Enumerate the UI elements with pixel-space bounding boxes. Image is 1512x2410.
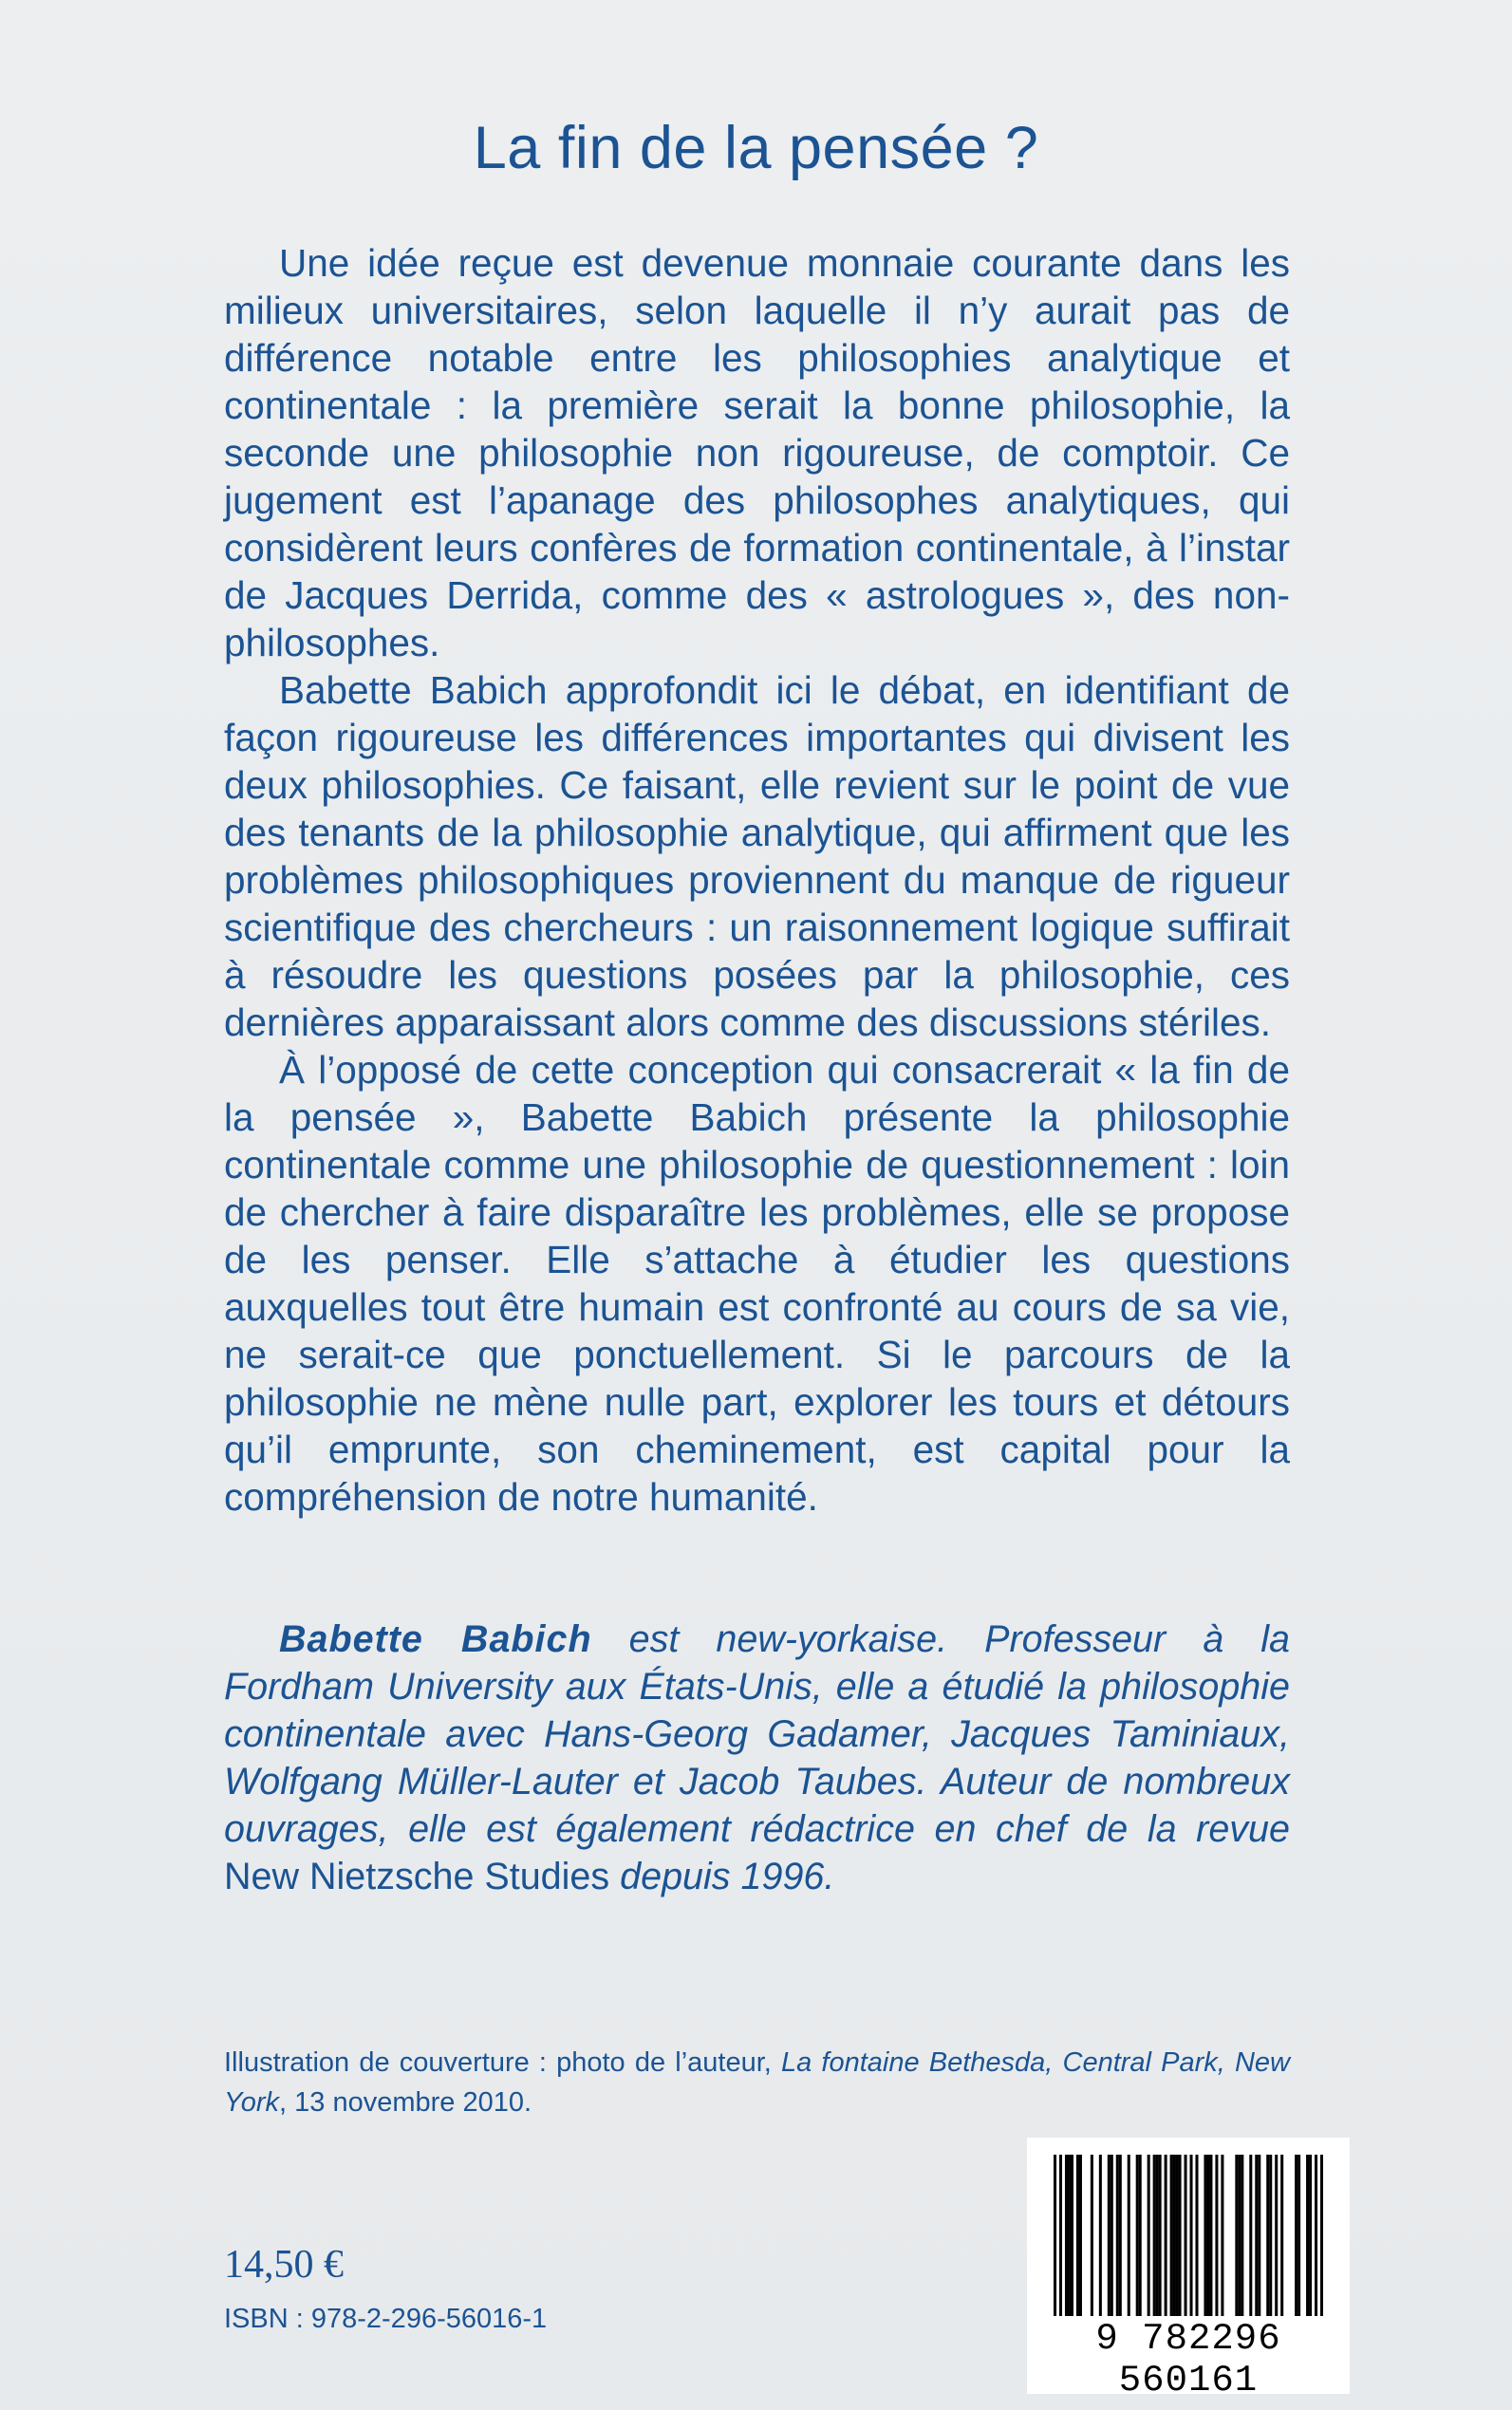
barcode-bar <box>1315 2155 1317 2316</box>
isbn: ISBN : 978-2-296-56016-1 <box>224 2304 548 2334</box>
barcode-bar <box>1185 2155 1187 2316</box>
barcode-bar <box>1209 2155 1212 2316</box>
author-bio <box>224 1616 1290 1900</box>
barcode-bar <box>1076 2155 1079 2316</box>
cover-credit <box>224 2043 1290 2122</box>
barcode-bar <box>1139 2155 1142 2316</box>
barcode-bar <box>1195 2155 1198 2316</box>
bio-text: est new-yorkaise. Professeur à la Fordham University aux États-Unis, elle a étudié la philosophie continentale avec Hans-Georg Gadamer, Jacques Taminiaux, Wolfgang Müller-Lauter et Jacob Taubes. Auteur de nombreux ouvrages, elle est également rédactrice en chef de la revue <box>224 1618 1290 1850</box>
barcode-bar <box>1204 2155 1206 2316</box>
barcode-bar <box>1280 2155 1283 2316</box>
barcode <box>1027 2138 1350 2401</box>
barcode-bar <box>1215 2155 1218 2316</box>
barcode-bar <box>1173 2155 1176 2316</box>
book-title: La fin de la pensée ? <box>473 115 1039 181</box>
barcode-bars <box>1054 2155 1323 2316</box>
barcode-bar <box>1099 2155 1102 2316</box>
barcode-bar <box>1071 2155 1073 2316</box>
credit-suffix: , 13 novembre 2010. <box>279 2087 532 2118</box>
barcode-bar <box>1136 2155 1139 2316</box>
barcode-bar <box>1065 2155 1068 2316</box>
price: 14,50 € <box>224 2243 344 2287</box>
barcode-bar <box>1116 2155 1119 2316</box>
barcode-bar <box>1148 2155 1150 2316</box>
barcode-bar <box>1206 2155 1209 2316</box>
barcode-bar <box>1309 2155 1312 2316</box>
barcode-bar <box>1295 2155 1297 2316</box>
barcode-bar <box>1068 2155 1071 2316</box>
barcode-bar <box>1159 2155 1162 2316</box>
barcode-bar <box>1275 2155 1278 2316</box>
barcode-bar <box>1235 2155 1238 2316</box>
barcode-bar <box>1238 2155 1241 2316</box>
barcode-bar <box>1255 2155 1258 2316</box>
summary-text <box>224 239 1290 1521</box>
barcode-bar <box>1111 2155 1113 2316</box>
barcode-bar <box>1054 2155 1056 2316</box>
barcode-number: 9 782296 560161 <box>1095 2318 1281 2401</box>
credit-work: La fontaine Bethesda, Central Park, New York <box>224 2047 1290 2118</box>
summary-paragraph: Une idée reçue est devenue monnaie courante dans les milieux universitaires, selon laquelle il n’y aurait pas de différence notable entre les philosophies analytique et continentale : la première serait la bonne philosophie, la seconde une philosophie non rigoureuse, de comptoir. Ce jugement est l’apanage des philosophes analytiques, qui considèrent leurs confères de formation continentale, à l’instar de Jacques Derrida, comme des « astrologues », des non-philosophes. <box>224 241 1290 664</box>
barcode-bar <box>1249 2155 1252 2316</box>
barcode-bar <box>1079 2155 1082 2316</box>
barcode-bar <box>1108 2155 1111 2316</box>
barcode-bar <box>1170 2155 1173 2316</box>
barcode-bar <box>1266 2155 1269 2316</box>
author-name: Babette Babich <box>279 1618 592 1660</box>
journal-name: New Nietzsche Studies <box>224 1856 610 1897</box>
barcode-bar <box>1156 2155 1159 2316</box>
bio-text-end: depuis 1996. <box>609 1856 835 1897</box>
summary-paragraph: Babette Babich approfondit ici le débat, en identifiant de façon rigoureuse les différences importantes qui divisent les deux philosophies. Ce faisant, elle revient sur le point de vue des tenants de la philosophie analytique, qui affirment que les problèmes philosophiques proviennent du manque de rigueur scientifique des chercheurs : un raisonnement logique suffirait à résoudre les questions posées par la philosophie, ces dernières apparaissant alors comme des discussions stériles. <box>224 668 1290 1044</box>
barcode-bar <box>1221 2155 1223 2316</box>
barcode-bar <box>1269 2155 1272 2316</box>
barcode-bar <box>1119 2155 1122 2316</box>
barcode-bar <box>1128 2155 1130 2316</box>
summary-paragraph: À l’opposé de cette conception qui consacrerait « la fin de la pensée », Babette Babich présente la philosophie continentale comme une philosophie de questionnement : loin de chercher à faire disparaître les problèmes, elle se propose de les penser. Elle s’attache à étudier les questions auxquelles tout être humain est confronté au cours de sa vie, ne serait-ce que ponctuellement. Si le parcours de la philosophie ne mène nulle part, explorer les tours et détours qu’il emprunte, son cheminement, est capital pour la compréhension de notre humanité. <box>224 1048 1290 1519</box>
barcode-bar <box>1320 2155 1323 2316</box>
barcode-bar <box>1297 2155 1300 2316</box>
barcode-bar <box>1153 2155 1156 2316</box>
barcode-bar <box>1241 2155 1243 2316</box>
barcode-bar <box>1258 2155 1260 2316</box>
barcode-bar <box>1091 2155 1093 2316</box>
barcode-bar <box>1165 2155 1167 2316</box>
barcode-bar <box>1179 2155 1182 2316</box>
credit-prefix: Illustration de couverture : photo de l’auteur, <box>224 2047 781 2078</box>
barcode-bar <box>1059 2155 1062 2316</box>
barcode-bar <box>1306 2155 1309 2316</box>
barcode-bar <box>1189 2155 1192 2316</box>
barcode-bar <box>1176 2155 1179 2316</box>
